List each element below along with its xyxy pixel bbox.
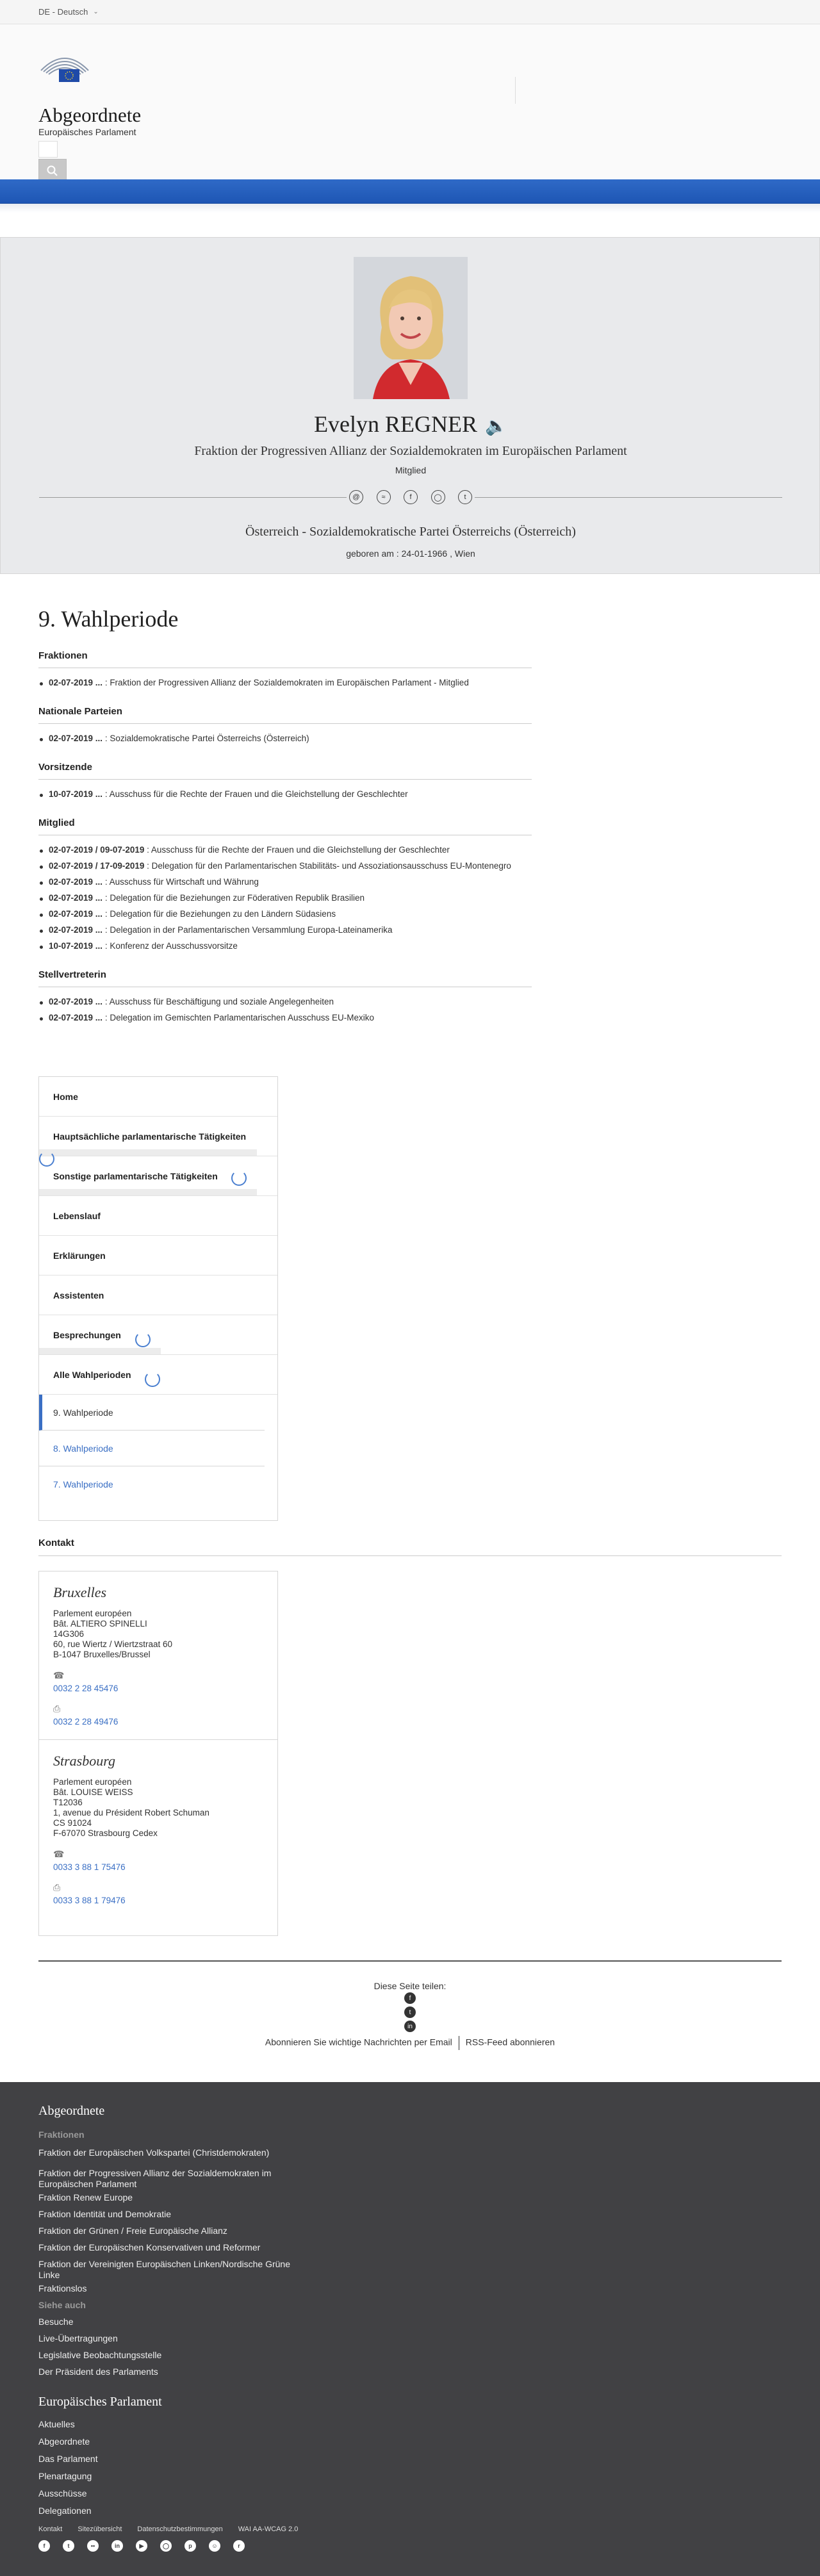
section-title: Stellvertreterin: [38, 969, 532, 987]
list-item: [38, 906, 532, 922]
nav-item[interactable]: [39, 1196, 277, 1236]
list-item: [38, 938, 532, 954]
address-line: 1, avenue du Président Robert Schuman: [53, 1808, 209, 1817]
address-line: T12036: [53, 1798, 83, 1807]
item-text[interactable]: : Fraktion der Progressiven Allianz der Sozialdemokraten im Europäischen Parlament - Mitglied: [102, 678, 469, 687]
address-line: Parlement européen: [53, 1609, 132, 1618]
linkedin-icon[interactable]: in: [404, 2021, 416, 2032]
section-list: [38, 994, 532, 1026]
contact-office: [39, 1571, 277, 1739]
footer-small-link[interactable]: Datenschutzbestimmungen: [137, 2525, 223, 2533]
item-date: 10-07-2019 ...: [49, 941, 103, 951]
subscribe-bar: [0, 2036, 820, 2050]
item-text[interactable]: : Ausschuss für Beschäftigung und soziale Angelegenheiten: [102, 997, 334, 1006]
item-text[interactable]: : Konferenz der Ausschussvorsitze: [102, 941, 238, 951]
section-title: Nationale Parteien: [38, 706, 532, 724]
footer-link[interactable]: Fraktion der Europäischen Volkspartei (Christdemokraten): [38, 2147, 270, 2158]
list-item: [38, 842, 532, 858]
loading-spinner-icon: [145, 1372, 160, 1387]
item-date: 02-07-2019 ...: [49, 1013, 103, 1022]
facebook-icon[interactable]: f: [404, 490, 418, 504]
loading-spinner-icon: [231, 1170, 247, 1186]
footer-link[interactable]: Ausschüsse: [38, 2488, 87, 2498]
social-links: [347, 490, 475, 505]
instagram-icon[interactable]: ◯: [160, 2540, 172, 2552]
section-title: Mitglied: [38, 817, 532, 835]
address-line: Bât. LOUISE WEISS: [53, 1787, 133, 1797]
item-text[interactable]: : Delegation für die Beziehungen zur Föderativen Republik Brasilien: [102, 893, 365, 903]
footer-title[interactable]: Abgeordnete: [38, 2104, 105, 2118]
list-item: [38, 730, 532, 746]
section-list: [38, 730, 532, 746]
footer-link[interactable]: Aktuelles: [38, 2419, 75, 2429]
list-item: [38, 922, 532, 938]
mep-name: [1, 411, 820, 438]
term-title: 9. Wahlperiode: [38, 606, 179, 632]
rss-link[interactable]: RSS-Feed abonnieren: [465, 2037, 555, 2047]
mep-photo: [354, 257, 468, 399]
contact-office: [39, 1739, 277, 1918]
footer-link[interactable]: Delegationen: [38, 2506, 92, 2516]
item-text[interactable]: : Ausschuss für die Rechte der Frauen und die Gleichstellung der Geschlechter: [144, 845, 450, 855]
footer-link[interactable]: Abgeordnete: [38, 2436, 90, 2447]
footer-link[interactable]: Der Präsident des Parlaments: [38, 2367, 158, 2377]
office-city: Strasbourg: [53, 1753, 115, 1769]
nav-item[interactable]: [39, 1315, 277, 1355]
footer-section-label: Siehe auch: [38, 2300, 86, 2310]
nav-shadow: [0, 204, 820, 213]
share-icons: [402, 1992, 418, 2032]
contact-box: [38, 1571, 278, 1936]
footer-link[interactable]: Plenartagung: [38, 2471, 92, 2481]
address-line: CS 91024: [53, 1818, 92, 1828]
footer-link[interactable]: Fraktion der Europäischen Konservativen und Reformer: [38, 2242, 261, 2252]
list-item: [38, 994, 532, 1010]
item-text[interactable]: : Delegation im Gemischten Parlamentarischen Ausschuss EU-Mexiko: [102, 1013, 374, 1022]
list-item: [38, 1010, 532, 1026]
header-divider: [515, 77, 516, 104]
footer-link[interactable]: Fraktion der Grünen / Freie Europäische Allianz: [38, 2226, 227, 2236]
speaker-icon[interactable]: 🔈: [485, 416, 507, 436]
site-subtitle: Europäisches Parlament: [38, 127, 136, 137]
language-bar: [0, 0, 820, 24]
footer-ep-title[interactable]: Europäisches Parlament: [38, 2395, 162, 2409]
fax-link[interactable]: 0033 3 88 1 79476: [53, 1896, 126, 1905]
linkedin-icon[interactable]: in: [111, 2540, 123, 2552]
address-line: B-1047 Bruxelles/Brussel: [53, 1650, 151, 1659]
item-date: 02-07-2019 ...: [49, 893, 103, 903]
ep-logo-icon[interactable]: [40, 51, 90, 83]
item-date: 02-07-2019 / 17-09-2019: [49, 861, 145, 871]
loading-spinner-icon: [39, 1151, 54, 1167]
nav-item-label: Home: [53, 1091, 78, 1102]
email-icon[interactable]: @: [349, 490, 363, 504]
nav-item[interactable]: [39, 1276, 277, 1315]
nav-item[interactable]: [39, 1236, 277, 1276]
mep-name-text: Evelyn REGNER: [314, 411, 478, 437]
share-divider: [38, 1960, 782, 1962]
list-item: [38, 858, 532, 874]
nav-term-link[interactable]: 9. Wahlperiode: [39, 1395, 265, 1431]
item-text[interactable]: : Ausschuss für Wirtschaft und Währung: [102, 877, 259, 887]
footer-link[interactable]: Fraktion der Progressiven Allianz der Sozialdemokraten im Europäischen Parlament: [38, 2168, 272, 2189]
item-text[interactable]: : Delegation für die Beziehungen zu den Ländern Südasiens: [102, 909, 336, 919]
section-list: [38, 786, 532, 802]
loading-placeholder: [39, 1348, 161, 1354]
nav-item[interactable]: [39, 1077, 277, 1117]
youtube-icon[interactable]: ▶: [136, 2540, 147, 2552]
term-content: [38, 605, 532, 1026]
item-date: 02-07-2019 ...: [49, 734, 103, 743]
site-title[interactable]: Abgeordnete: [38, 104, 142, 126]
snapchat-icon[interactable]: ☺: [209, 2540, 220, 2552]
footer-link[interactable]: Das Parlament: [38, 2454, 98, 2464]
contact-divider: [38, 1555, 782, 1556]
item-date: 02-07-2019 ...: [49, 997, 103, 1006]
phone-link[interactable]: 0033 3 88 1 75476: [53, 1862, 126, 1872]
reddit-icon[interactable]: r: [233, 2540, 245, 2552]
phone-icon: ☎: [53, 1670, 65, 1680]
address-line: 60, rue Wiertz / Wiertzstraat 60: [53, 1639, 173, 1649]
phone-icon: ☎: [53, 1849, 65, 1859]
item-text[interactable]: : Sozialdemokratische Partei Österreichs (Österreich): [102, 734, 309, 743]
office-city: Bruxelles: [53, 1584, 107, 1600]
footer-link[interactable]: Fraktionslos: [38, 2283, 87, 2293]
website-icon[interactable]: ≈: [377, 490, 391, 504]
pinterest-icon[interactable]: p: [184, 2540, 196, 2552]
nav-item-label: Besprechungen: [53, 1329, 121, 1340]
facebook-icon[interactable]: f: [404, 1992, 416, 2004]
search-input[interactable]: [38, 141, 58, 158]
twitter-icon[interactable]: t: [404, 2006, 416, 2018]
facebook-icon[interactable]: f: [38, 2540, 50, 2552]
item-date: 10-07-2019 ...: [49, 789, 103, 799]
phone-link[interactable]: 0032 2 28 45476: [53, 1684, 119, 1693]
list-item: [38, 890, 532, 906]
mep-birth: geboren am : 24-01-1966 , Wien: [346, 548, 475, 559]
loading-spinner-icon: [135, 1332, 151, 1347]
item-text[interactable]: : Ausschuss für die Rechte der Frauen und die Gleichstellung der Geschlechter: [102, 789, 408, 799]
section-title: Vorsitzende: [38, 762, 532, 780]
address-line: 14G306: [53, 1629, 85, 1639]
footer-small-links: [38, 2525, 298, 2533]
mep-country-party: Österreich - Sozialdemokratische Partei Österreichs (Österreich): [245, 525, 576, 539]
language-label: DE - Deutsch: [38, 7, 88, 17]
language-selector[interactable]: [38, 7, 99, 17]
search-icon: [46, 165, 59, 177]
footer-section-label: Fraktionen: [38, 2129, 85, 2140]
nav-item-label: Lebenslauf: [53, 1210, 101, 1221]
chevron-down-icon: ⌄: [93, 8, 99, 15]
item-date: 02-07-2019 ...: [49, 909, 103, 919]
item-date: 02-07-2019 / 09-07-2019: [49, 845, 145, 855]
nav-item-label: Hauptsächliche parlamentarische Tätigkeiten: [53, 1131, 247, 1142]
footer-small-link[interactable]: Kontakt: [38, 2525, 63, 2533]
nav-item-label: Assistenten: [53, 1290, 104, 1300]
footer-link[interactable]: Live-Übertragungen: [38, 2333, 118, 2343]
section-list: [38, 675, 532, 691]
fax-link[interactable]: 0032 2 28 49476: [53, 1717, 119, 1727]
twitter-icon[interactable]: t: [458, 490, 472, 504]
footer-small-link[interactable]: WAI AA-WCAG 2.0: [238, 2525, 299, 2533]
flickr-icon[interactable]: ••: [87, 2540, 99, 2552]
nav-item-label: Alle Wahlperioden: [53, 1369, 131, 1380]
item-date: 02-07-2019 ...: [49, 925, 103, 935]
nav-item-label: Erklärungen: [53, 1250, 106, 1261]
mep-faction: Fraktion der Progressiven Allianz der Sozialdemokraten im Europäischen Parlament: [194, 444, 627, 458]
item-date: 02-07-2019 ...: [49, 678, 103, 687]
list-item: [38, 786, 532, 802]
footer-link[interactable]: Legislative Beobachtungsstelle: [38, 2350, 162, 2360]
nav-item-label: Sonstige parlamentarische Tätigkeiten: [53, 1170, 218, 1181]
fax-icon: ⎙: [53, 1882, 61, 1892]
footer-link[interactable]: Fraktion Renew Europe: [38, 2192, 133, 2203]
contact-title: Kontakt: [38, 1538, 74, 1548]
item-date: 02-07-2019 ...: [49, 877, 103, 887]
instagram-icon[interactable]: ◯: [431, 490, 445, 504]
footer-link[interactable]: Besuche: [38, 2317, 74, 2327]
site-header: [0, 24, 820, 178]
share-title: Diese Seite teilen:: [373, 1981, 447, 1991]
section-list: [38, 842, 532, 954]
address-line: Bât. ALTIERO SPINELLI: [53, 1619, 147, 1628]
list-item: [38, 675, 532, 691]
nav-term-link[interactable]: 8. Wahlperiode: [39, 1431, 265, 1466]
footer-link[interactable]: Fraktion der Vereinigten Europäischen Linken/Nordische Grüne Linke: [38, 2259, 291, 2280]
section-title: Fraktionen: [38, 650, 532, 668]
footer-link[interactable]: Fraktion Identität und Demokratie: [38, 2209, 171, 2219]
loading-placeholder: [39, 1149, 257, 1156]
footer-social-icons: [38, 2540, 245, 2552]
mep-profile-card: [0, 237, 820, 574]
subscribe-email-link[interactable]: Abonnieren Sie wichtige Nachrichten per Email: [265, 2037, 452, 2047]
twitter-icon[interactable]: t: [63, 2540, 74, 2552]
side-navigation: [38, 1076, 278, 1521]
address-line: F-67070 Strasbourg Cedex: [53, 1828, 158, 1838]
item-text[interactable]: : Delegation in der Parlamentarischen Versammlung Europa-Lateinamerika: [102, 925, 393, 935]
nav-item[interactable]: [39, 1117, 277, 1156]
main-navigation-bar: [0, 179, 820, 204]
loading-placeholder: [39, 1189, 257, 1195]
list-item: [38, 874, 532, 890]
nav-term-link[interactable]: 7. Wahlperiode: [53, 1479, 113, 1489]
mep-role: Mitglied: [395, 465, 427, 475]
fax-icon: ⎙: [53, 1703, 61, 1714]
address-line: Parlement européen: [53, 1777, 132, 1787]
footer-small-link[interactable]: Sitezübersicht: [78, 2525, 122, 2533]
item-text[interactable]: : Delegation für den Parlamentarischen Stabilitäts- und Assoziationsausschuss EU-Montenegro: [144, 861, 511, 871]
